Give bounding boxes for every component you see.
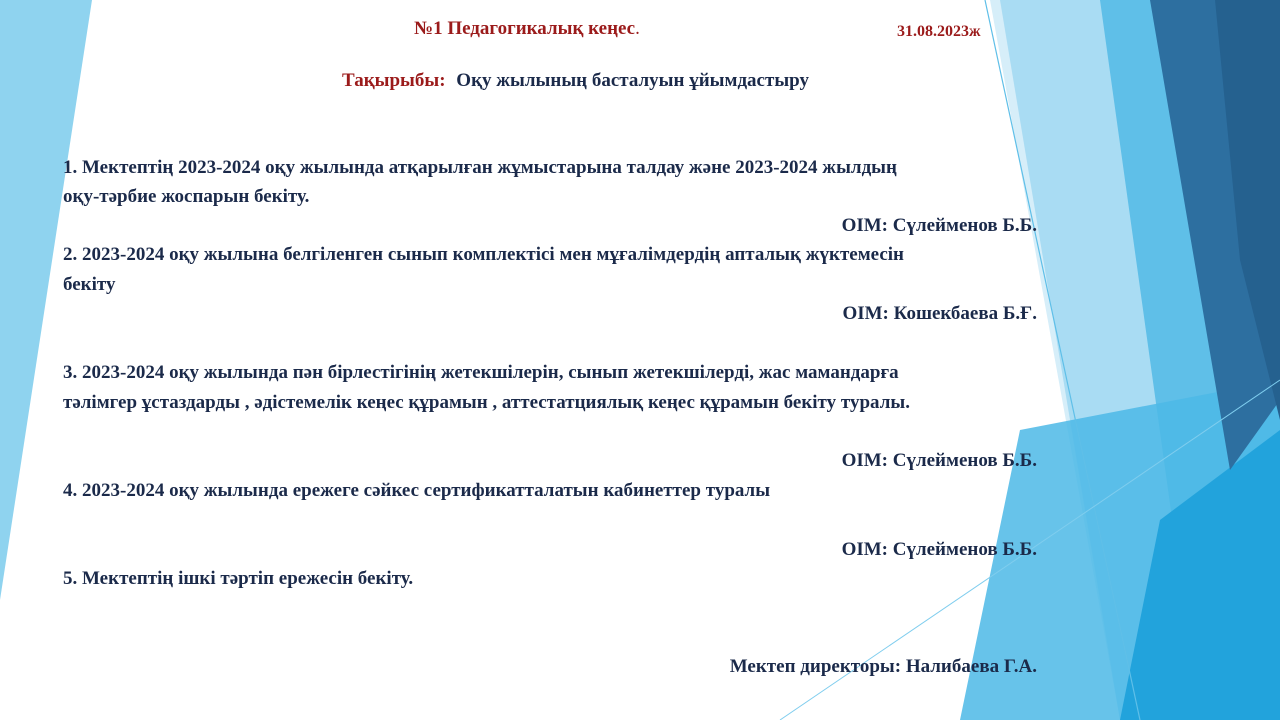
topic-text: Оқу жылының басталуын ұйымдастыру [456, 70, 809, 91]
agenda-item-1-line-2: оқу-тәрбие жоспарын бекіту. [63, 186, 310, 207]
agenda-item-1-line-1: 1. Мектептің 2023-2024 оқу жылында атқарылған жұмыстарына талдау және 2023-2024 жылдың [63, 157, 897, 178]
agenda-item-2-line-2: бекіту [63, 274, 116, 295]
agenda-item-2-responsible: ОІМ: Кошекбаева Б.Ғ. [842, 303, 1037, 324]
agenda-item-4-line-1: 4. 2023-2024 оқу жылында ережеге сәйкес сертификатталатын кабинеттер туралы [63, 480, 771, 501]
director-signature: Мектеп директоры: Налибаева Г.А. [729, 656, 1037, 677]
agenda-item-3-line-2: тәлімгер ұстаздарды , әдістемелік кеңес құрамын , аттестатциялық кеңес құрамын бекіту туралы. [63, 392, 910, 413]
left-wedge [0, 0, 92, 600]
agenda-item-1-responsible: ОІМ: Сүлейменов Б.Б. [841, 215, 1037, 236]
date: 31.08.2023ж [897, 23, 981, 40]
council-title [414, 18, 640, 40]
agenda-item-4-responsible: ОІМ: Сүлейменов Б.Б. [841, 539, 1037, 560]
council-period: . [635, 18, 640, 39]
council-number: №1 Педагогикалық кеңес [414, 18, 636, 39]
agenda-item-2-line-1: 2. 2023-2024 оқу жылына белгіленген сынып комплектісі мен мұғалімдердің апталық жүктемесін [63, 244, 904, 265]
topic-label: Тақырыбы: [342, 70, 446, 91]
topic-line [342, 70, 809, 92]
agenda-item-5-line-1: 5. Мектептің ішкі тәртіп ережесін бекіту. [63, 568, 414, 589]
agenda-item-3-responsible: ОІМ: Сүлейменов Б.Б. [841, 450, 1037, 471]
agenda-item-3-line-1: 3. 2023-2024 оқу жылында пән бірлестігінің жетекшілерін, сынып жетекшілерді, жас мамандарға [63, 362, 899, 383]
